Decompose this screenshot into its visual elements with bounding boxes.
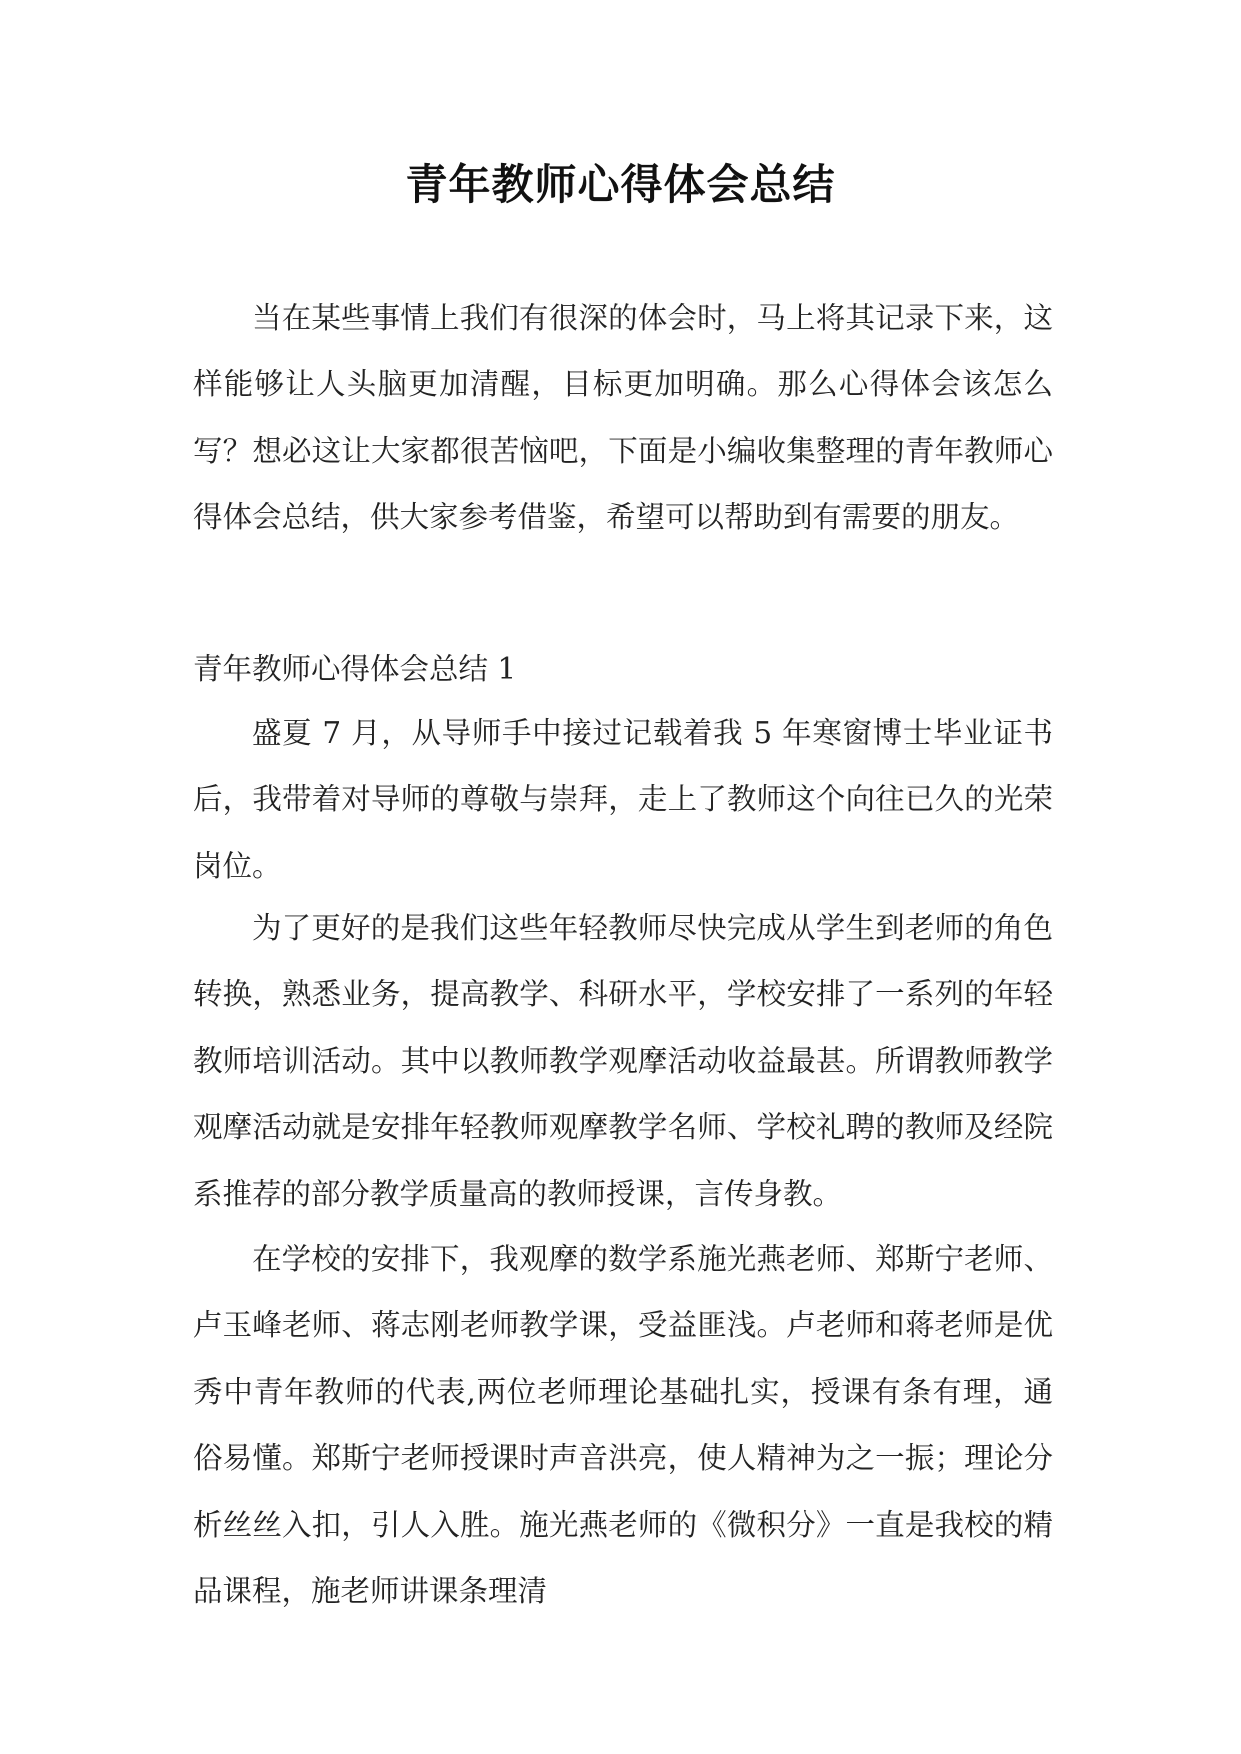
document-title: 青年教师心得体会总结 <box>405 160 836 209</box>
intro-paragraph: 当在某些事情上我们有很深的体会时，马上将其记录下来，这样能够让人头脑更加清醒，目标更加明确。那么心得体会该怎么写？想必这让大家都很苦恼吧，下面是小编收集整理的青年教师心得体会总结，供大家参考借鉴，希望可以帮助到有需要的朋友。 <box>193 301 1053 535</box>
body-paragraph-3: 在学校的安排下，我观摩的数学系施光燕老师、郑斯宁老师、卢玉峰老师、蒋志刚老师教学课，受益匪浅。卢老师和蒋老师是优秀中青年教师的代表,两位老师理论基础扎实，授课有条有理，通俗易懂。郑斯宁老师授课时声音洪亮，使人精神为之一振；理论分析丝丝入扣，引人入胜。施光燕老师的《微积分》一直是我校的精品课程，施老师讲课条理清 <box>193 1242 1053 1609</box>
section-heading: 青年教师心得体会总结 1 <box>193 652 517 686</box>
body-paragraph-1: 盛夏 7 月，从导师手中接过记载着我 5 年寒窗博士毕业证书后，我带着对导师的尊敬与崇拜，走上了教师这个向往已久的光荣岗位。 <box>193 716 1053 883</box>
body-paragraph-2: 为了更好的是我们这些年轻教师尽快完成从学生到老师的角色转换，熟悉业务，提高教学、科研水平，学校安排了一系列的年轻教师培训活动。其中以教师教学观摩活动收益最甚。所谓教师教学观摩活动就是安排年轻教师观摩教学名师、学校礼聘的教师及经院系推荐的部分教学质量高的教师授课，言传身教。 <box>193 911 1053 1211</box>
